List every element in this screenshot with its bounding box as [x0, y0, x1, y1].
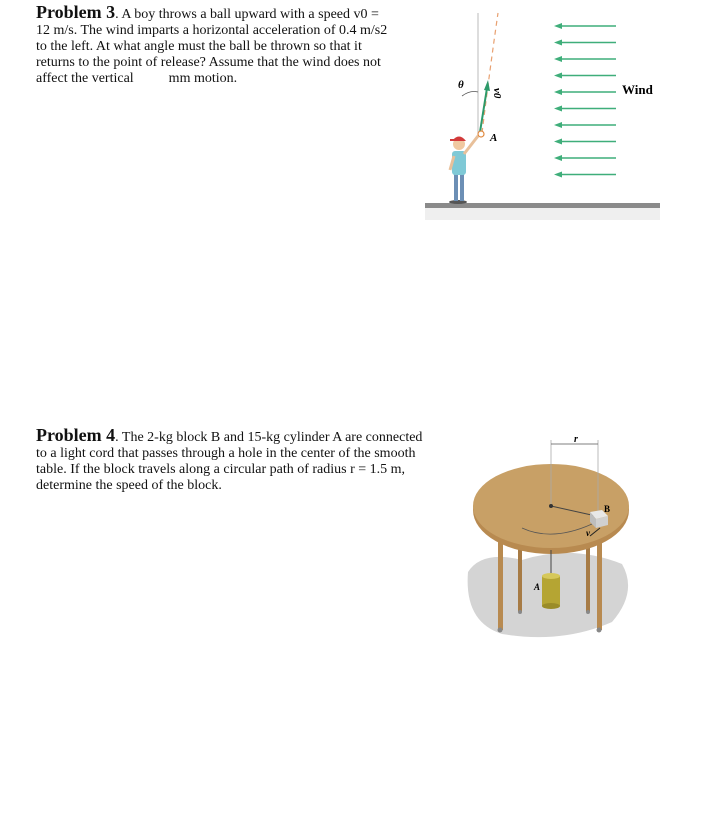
v0-arrow-head	[484, 80, 490, 91]
problem-4-line-3: table. If the block travels along a circular path of radius r = 1.5 m,	[36, 462, 406, 477]
problem-3-heading: Problem 3	[36, 2, 116, 22]
problem-4-line-2: to a light cord that passes through a hole in the center of the smooth	[36, 446, 416, 461]
v0-label: v0	[491, 88, 503, 99]
problem-4-line-4: determine the speed of the block.	[36, 478, 222, 493]
velocity-label: v	[586, 528, 590, 538]
problem-3-line-3: to the left. At what angle must the ball be thrown so that it	[36, 39, 362, 54]
problem-3-line-5: affect the vertical mm motion.	[36, 71, 238, 86]
wind-arrow-head	[554, 73, 562, 79]
problem-4-figure	[462, 432, 638, 642]
theta-arc	[462, 92, 478, 97]
wind-arrow-head	[554, 122, 562, 128]
wind-arrow-head	[554, 23, 562, 29]
problem-3-line-1: Problem 3. A boy throws a ball upward with a speed v0 =	[36, 2, 379, 22]
center-hole	[549, 504, 553, 508]
problem-4-heading: Problem 4	[36, 425, 116, 445]
boy-icon	[449, 136, 478, 204]
ground-shade	[425, 208, 660, 220]
cylinder-a-icon	[542, 573, 560, 609]
wind-label: Wind	[622, 82, 653, 97]
theta-label: θ	[458, 79, 464, 91]
wind-arrow-head	[554, 106, 562, 112]
ball-trajectory	[482, 13, 498, 133]
problem-3-line-2: 12 m/s. The wind imparts a horizontal acceleration of 0.4 m/s2	[36, 23, 388, 38]
wind-arrow-head	[554, 56, 562, 62]
point-a-label: A	[490, 132, 498, 144]
ball-icon	[478, 131, 484, 137]
wind-arrow-head	[554, 139, 562, 145]
wind-arrow-head	[554, 172, 562, 178]
wind-arrow-head	[554, 89, 562, 95]
cylinder-a-label: A	[534, 582, 541, 592]
problem-3-line-4: returns to the point of release? Assume that the wind does not	[36, 55, 381, 70]
v0-arrow	[480, 88, 487, 132]
radius-label: r	[574, 434, 578, 445]
wind-arrows	[554, 23, 616, 178]
problem-4-line-1: Problem 4. The 2-kg block B and 15-kg cylinder A are connected	[36, 425, 423, 445]
block-b-label: B	[604, 504, 611, 514]
problem-4-text	[36, 427, 456, 494]
problem-3-text	[36, 4, 426, 87]
wind-arrow-head	[554, 40, 562, 46]
wind-arrow-head	[554, 155, 562, 161]
problem-3-figure	[422, 8, 662, 223]
